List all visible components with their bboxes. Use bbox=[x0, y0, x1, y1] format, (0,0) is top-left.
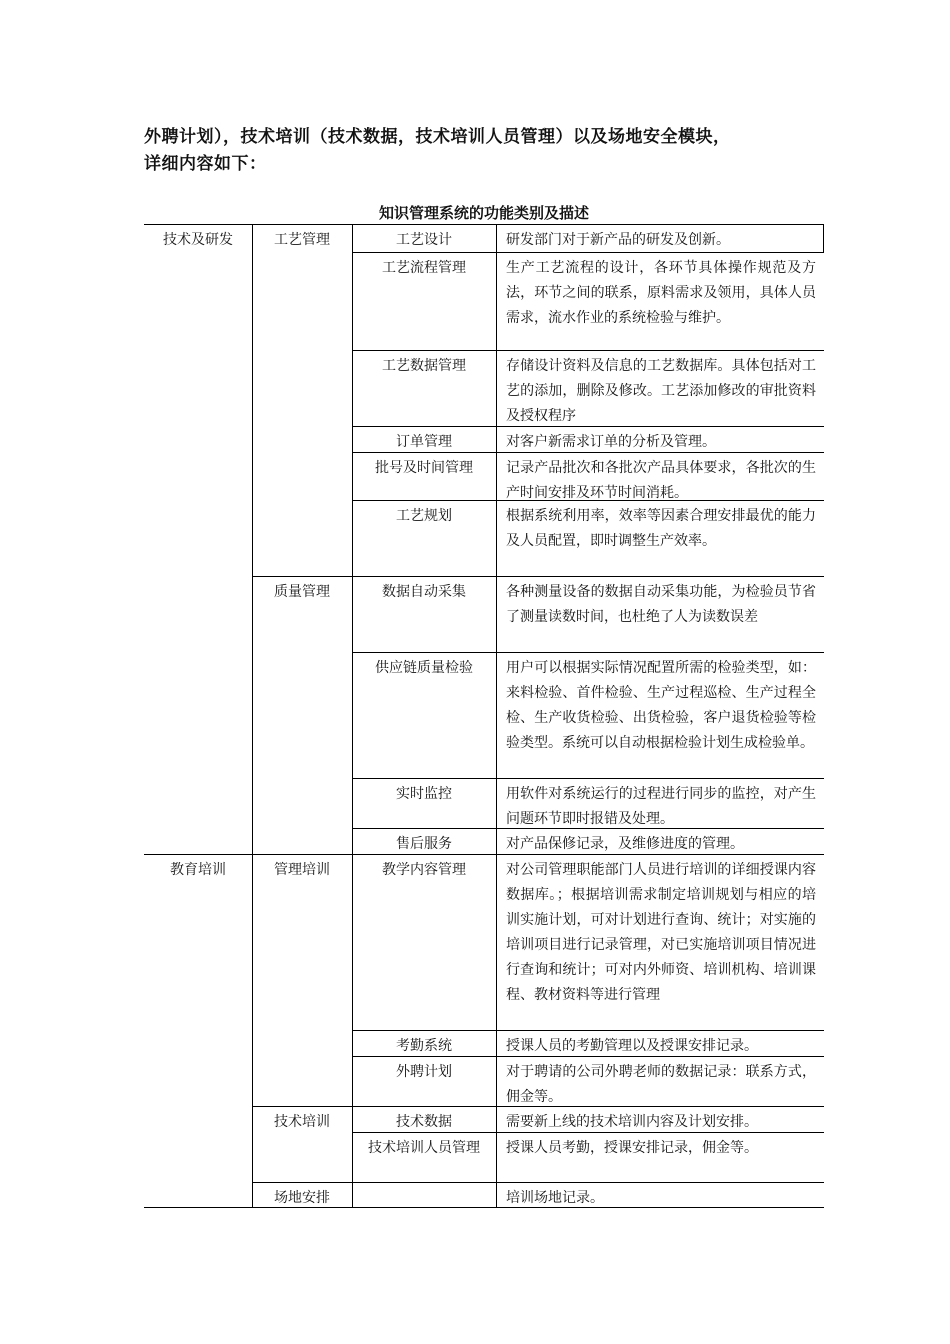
function-cell: 数据自动采集 bbox=[382, 584, 466, 600]
description-cell: 对客户新需求订单的分析及管理。 bbox=[506, 434, 716, 450]
description-cell: 生产工艺流程的设计，各环节具体操作规范及方法，环节之间的联系，原料需求及领用，具体人员需求，流水作业的系统检验与维护。 bbox=[506, 260, 816, 326]
category-cell: 教育培训 bbox=[170, 862, 226, 878]
description-cell: 需要新上线的技术培训内容及计划安排。 bbox=[506, 1114, 758, 1130]
function-cell: 订单管理 bbox=[396, 434, 452, 450]
description-cell: 对公司管理职能部门人员进行培训的详细授课内容数据库。；根据培训需求制定培训规划与相应的培训实施计划，可对计划进行查询、统计；对实施的培训项目进行记录管理，对已实施培训项目情况进行查询和统计；可对内外师资、培训机构、培训课程、教材资料等进行管理 bbox=[506, 862, 816, 1003]
description-cell: 授课人员的考勤管理以及授课安排记录。 bbox=[506, 1038, 758, 1054]
description-cell: 研发部门对于新产品的研发及创新。 bbox=[506, 232, 730, 248]
intro-paragraph bbox=[144, 124, 834, 178]
description-cell: 培训场地记录。 bbox=[506, 1190, 604, 1206]
description-cell: 用软件对系统运行的过程进行同步的监控，对产生问题环节即时报错及处理。 bbox=[506, 786, 816, 827]
col-divider-1 bbox=[252, 224, 253, 1208]
module-cell: 场地安排 bbox=[274, 1190, 330, 1206]
function-cell: 技术培训人员管理 bbox=[368, 1140, 480, 1156]
module-cell: 质量管理 bbox=[274, 584, 330, 600]
description-cell: 授课人员考勤，授课安排记录，佣金等。 bbox=[506, 1140, 758, 1156]
intro-line-1: 外聘计划），技术培训（技术数据，技术培训人员管理）以及场地安全模块， bbox=[144, 127, 731, 147]
description-cell: 记录产品批次和各批次产品具体要求，各批次的生产时间安排及环节时间消耗。 bbox=[506, 460, 816, 501]
module-cell: 管理培训 bbox=[274, 862, 330, 878]
function-cell: 外聘计划 bbox=[396, 1064, 452, 1080]
intro-line-2: 详细内容如下： bbox=[144, 154, 267, 174]
description-cell: 根据系统利用率，效率等因素合理安排最优的能力及人员配置，即时调整生产效率。 bbox=[506, 508, 816, 549]
function-cell bbox=[352, 1182, 496, 1186]
function-table bbox=[144, 224, 824, 1208]
category-cell: 技术及研发 bbox=[163, 232, 233, 248]
description-cell: 存储设计资料及信息的工艺数据库。具体包括对工艺的添加，删除及修改。工艺添加修改的审批资料及授权程序 bbox=[506, 358, 816, 424]
function-cell: 批号及时间管理 bbox=[375, 460, 473, 476]
function-cell: 供应链质量检验 bbox=[375, 660, 473, 676]
function-cell: 技术数据 bbox=[396, 1114, 452, 1130]
function-cell: 售后服务 bbox=[396, 836, 452, 852]
module-cell: 工艺管理 bbox=[274, 232, 330, 248]
description-cell: 对产品保修记录，及维修进度的管理。 bbox=[506, 836, 744, 852]
description-cell: 用户可以根据实际情况配置所需的检验类型，如：来料检验、首件检验、生产过程巡检、生产过程全检、生产收货检验、出货检验，客户退货检验等检验类型。系统可以自动根据检验计划生成检验单。 bbox=[506, 660, 816, 751]
function-cell: 工艺数据管理 bbox=[382, 358, 466, 374]
table-caption: 知识管理系统的功能类别及描述 bbox=[378, 204, 589, 222]
function-cell: 工艺设计 bbox=[396, 232, 452, 248]
description-cell: 对于聘请的公司外聘老师的数据记录：联系方式，佣金等。 bbox=[506, 1064, 816, 1105]
description-cell: 各种测量设备的数据自动采集功能，为检验员节省了测量读数时间，也杜绝了人为读数误差 bbox=[506, 584, 816, 625]
function-cell: 教学内容管理 bbox=[382, 862, 466, 878]
function-cell: 实时监控 bbox=[396, 786, 452, 802]
function-cell: 工艺规划 bbox=[396, 508, 452, 524]
function-cell: 工艺流程管理 bbox=[382, 260, 466, 276]
function-cell: 考勤系统 bbox=[396, 1038, 452, 1054]
module-cell: 技术培训 bbox=[274, 1114, 330, 1130]
